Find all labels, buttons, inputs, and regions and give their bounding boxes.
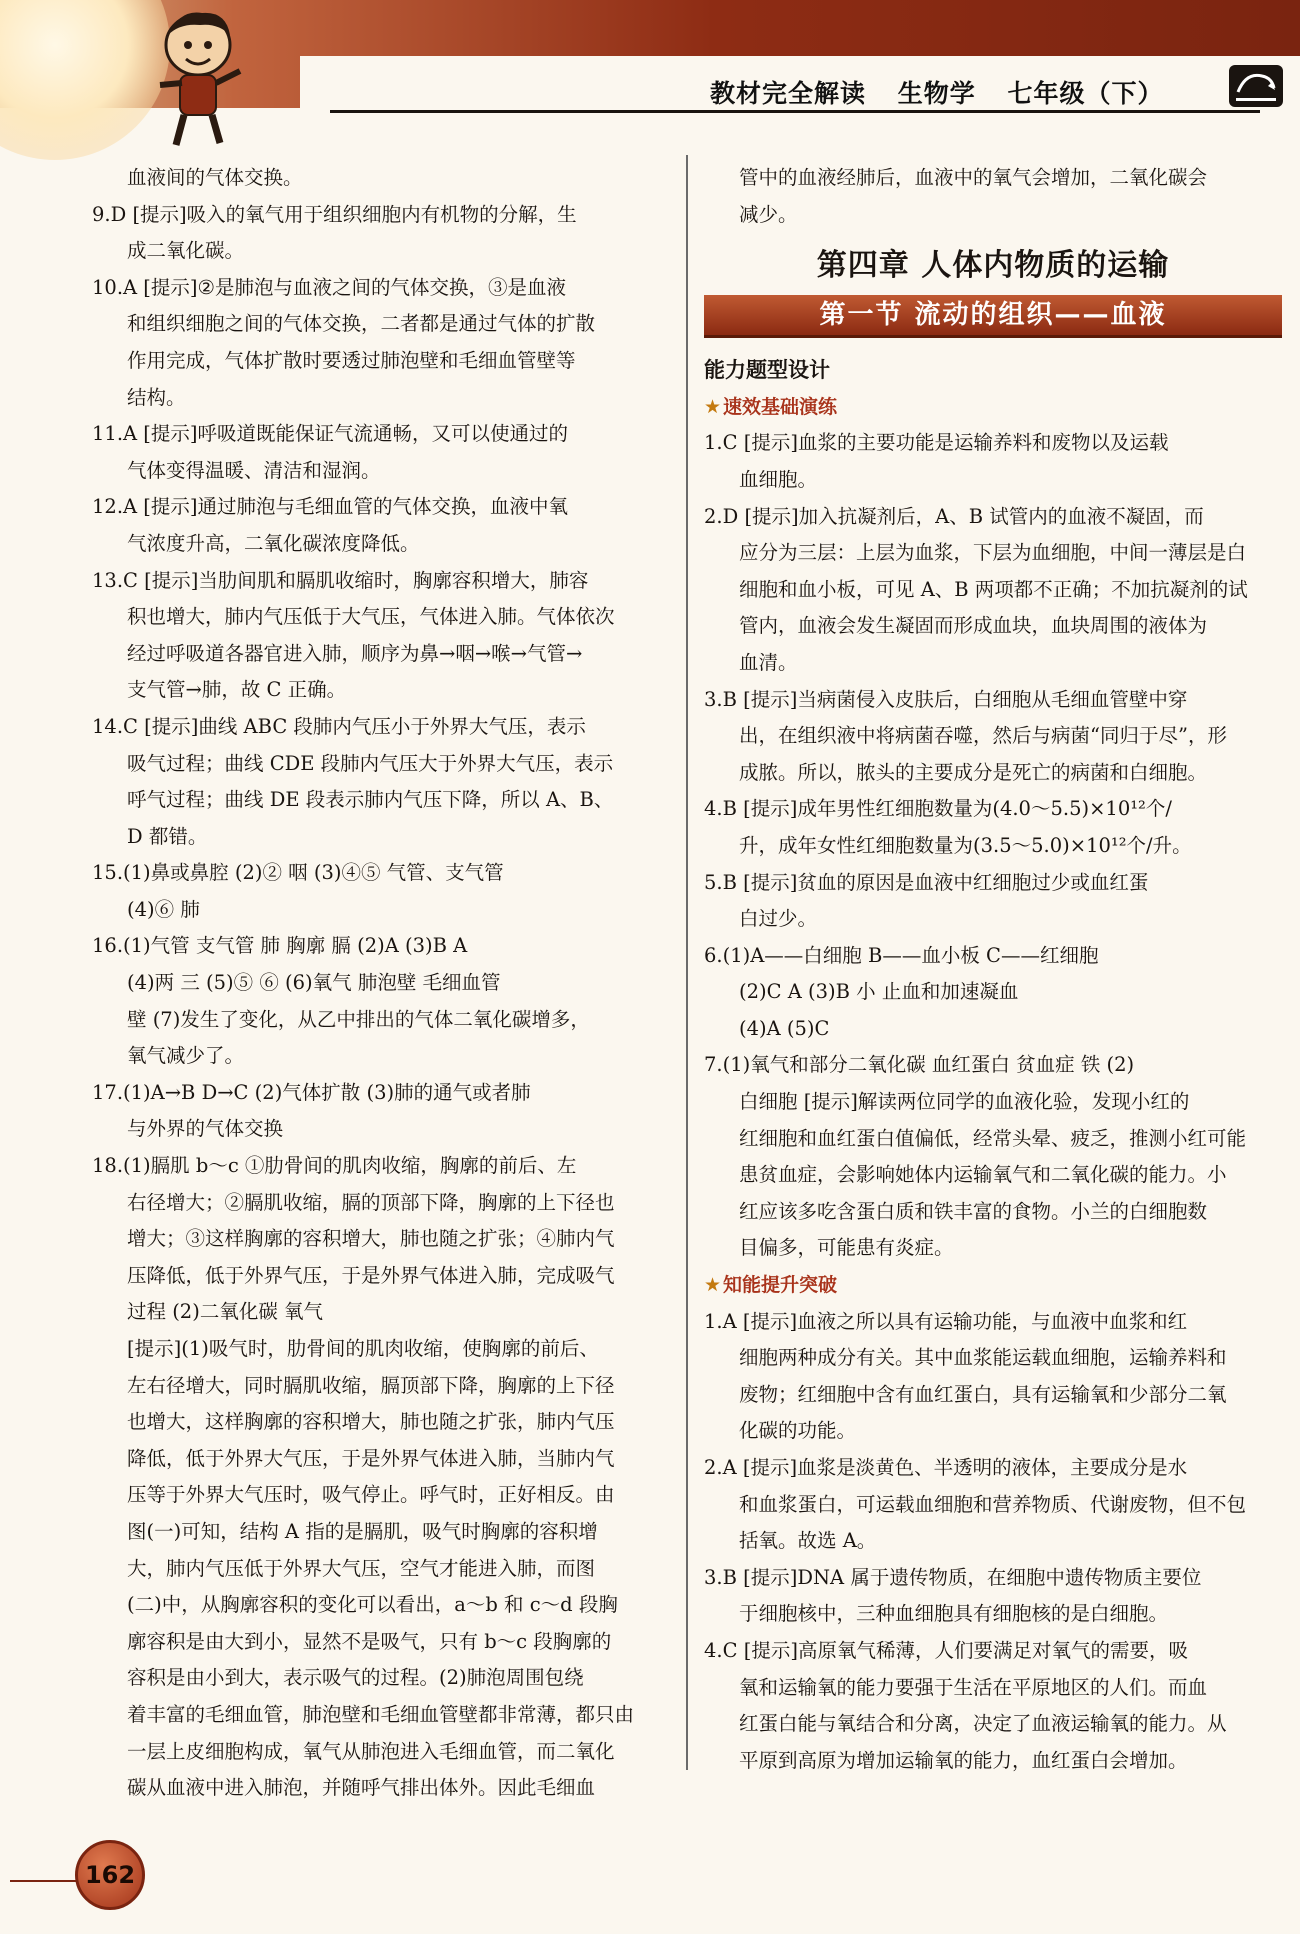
column-divider xyxy=(686,155,688,1770)
text-line: 左右径增大，同时膈肌收缩，膈顶部下降，胸廓的上下径 xyxy=(127,1373,615,1397)
chapter-title: 第四章 人体内物质的运输 xyxy=(816,248,1170,284)
text-line: 也增大，这样胸廓的容积增大，肺也随之扩张，肺内气压 xyxy=(127,1410,615,1434)
text-line: 和血浆蛋白，可运载血细胞和营养物质、代谢废物，但不包 xyxy=(739,1492,1247,1516)
text-line: 一层上皮细胞构成，氧气从肺泡进入毛细血管，而二氧化 xyxy=(127,1739,615,1763)
text-line: 经过呼吸道各器官进入肺，顺序为鼻→咽→喉→气管→ xyxy=(127,641,583,665)
text-line: (2)C A (3)B 小 止血和加速凝血 xyxy=(739,980,1019,1004)
text-line: 成脓。所以，脓头的主要成分是死亡的病菌和白细胞。 xyxy=(739,760,1208,784)
text-line: 大，肺内气压低于外界大气压，空气才能进入肺，而图 xyxy=(127,1556,596,1580)
text-line: 15.(1)鼻或鼻腔 (2)② 咽 (3)④⑤ 气管、支气管 xyxy=(92,861,504,885)
cartoon-mascot-icon xyxy=(140,5,250,155)
grade-label: 七年级（下） xyxy=(1007,79,1164,108)
text-line: 右径增大；②膈肌收缩，膈的顶部下降，胸廓的上下径也 xyxy=(127,1190,615,1214)
text-line: 白细胞 [提示]解读两位同学的血液化验，发现小红的 xyxy=(739,1090,1190,1114)
text-line: 着丰富的毛细血管，肺泡壁和毛细血管壁都非常薄，都只由 xyxy=(127,1702,635,1726)
text-line: 平原到高原为增加运输氧的能力，血红蛋白会增加。 xyxy=(739,1748,1188,1772)
text-line: 壁 (7)发生了变化，从乙中排出的气体二氧化碳增多， xyxy=(127,1007,590,1031)
text-line: 与外界的气体交换 xyxy=(127,1117,284,1141)
text-line: 5.B [提示]贫血的原因是血液中红细胞过少或血红蛋 xyxy=(704,870,1149,894)
text-line: 管内，血液会发生凝固而形成血块，血块周围的液体为 xyxy=(739,614,1208,638)
left-column xyxy=(92,160,672,1807)
basic-practice-heading xyxy=(704,389,1282,426)
section-title-bar: 第一节 流动的组织——血液 xyxy=(704,295,1282,338)
text-line: 和组织细胞之间的气体交换，二者都是通过气体的扩散 xyxy=(127,312,596,336)
text-line: 气浓度升高，二氧化碳浓度降低。 xyxy=(127,531,420,555)
text-line: 细胞两种成分有关。其中血浆能运载血细胞，运输养料和 xyxy=(739,1346,1227,1370)
basic-practice-answers xyxy=(704,425,1282,1267)
text-line: 2.D [提示]加入抗凝剂后，A、B 试管内的血液不凝固，而 xyxy=(704,504,1204,528)
text-line: 化碳的功能。 xyxy=(739,1419,857,1443)
text-line: 出，在组织液中将病菌吞噬，然后与病菌“同归于尽”，形 xyxy=(739,724,1227,748)
text-line: 管中的血液经肺后，血液中的氧气会增加，二氧化碳会 xyxy=(739,166,1208,189)
text-line: 吸气过程；曲线 CDE 段肺内气压大于外界大气压，表示 xyxy=(127,751,614,775)
text-line: (4)A (5)C xyxy=(739,1016,830,1040)
text-line: 细胞和血小板，可见 A、B 两项都不正确；不加抗凝剂的试 xyxy=(739,577,1248,601)
text-line: 1.C [提示]血浆的主要功能是运输养料和废物以及运载 xyxy=(704,431,1169,455)
text-line: 碳从血液中进入肺泡，并随呼气排出体外。因此毛细血 xyxy=(127,1776,596,1800)
text-line: 括氧。故选 A。 xyxy=(739,1529,877,1553)
text-line: 红应该多吃含蛋白质和铁丰富的食物。小兰的白细胞数 xyxy=(739,1199,1208,1223)
page-number-rule xyxy=(10,1880,80,1882)
text-line: 12.A [提示]通过肺泡与毛细血管的气体交换，血液中氧 xyxy=(92,495,569,519)
text-line: 作用完成，气体扩散时要透过肺泡壁和毛细血管壁等 xyxy=(127,348,576,372)
text-line: (二)中，从胸廓容积的变化可以看出，a～b 和 c～d 段胸 xyxy=(127,1593,618,1617)
text-line: 13.C [提示]当肋间肌和膈肌收缩时，胸廓容积增大，肺容 xyxy=(92,568,589,592)
text-line: 7.(1)氧气和部分二氧化碳 血红蛋白 贫血症 铁 (2) xyxy=(704,1053,1135,1077)
text-line: 图(一)可知，结构 A 指的是膈肌，吸气时胸廓的容积增 xyxy=(127,1519,598,1543)
text-line: 9.D [提示]吸入的氧气用于组织细胞内有机物的分解，生 xyxy=(92,202,577,226)
text-line: 1.A [提示]血液之所以具有运输功能，与血液中血浆和红 xyxy=(704,1309,1188,1333)
running-header xyxy=(710,74,1185,110)
text-line: 17.(1)A→B D→C (2)气体扩散 (3)肺的通气或者肺 xyxy=(92,1080,531,1104)
text-line: 氧气减少了。 xyxy=(127,1044,245,1068)
text-line: 支气管→肺，故 C 正确。 xyxy=(127,678,347,702)
text-line: 应分为三层：上层为血浆，下层为血细胞，中间一薄层是白 xyxy=(739,541,1247,565)
text-line: 2.A [提示]血浆是淡黄色、半透明的液体，主要成分是水 xyxy=(704,1456,1188,1479)
page-number: 162 xyxy=(75,1840,145,1910)
text-line: (4)两 三 (5)⑤ ⑥ (6)氧气 肺泡壁 毛细血管 xyxy=(127,971,501,995)
text-line: 红蛋白能与氧结合和分离，决定了血液运输氧的能力。从 xyxy=(739,1712,1227,1736)
advanced-practice-heading xyxy=(704,1267,1282,1304)
text-line: 成二氧化碳。 xyxy=(127,239,245,263)
text-line: 血清。 xyxy=(739,650,798,674)
text-line: 血细胞。 xyxy=(739,467,818,491)
advanced-heading-label: 知能提升突破 xyxy=(723,1274,838,1297)
text-line: 呼气过程；曲线 DE 段表示肺内气压下降，所以 A、B、 xyxy=(127,788,614,812)
text-line: 6.(1)A——白细胞 B——血小板 C——红细胞 xyxy=(704,943,1099,967)
text-line: 减少。 xyxy=(739,202,798,226)
text-line: 增大；③这样胸廓的容积增大，肺也随之扩张；④肺内气 xyxy=(127,1227,615,1251)
text-line: 18.(1)膈肌 b～c ①肋骨间的肌肉收缩，胸廓的前后、左 xyxy=(92,1154,577,1178)
text-line: 过程 (2)二氧化碳 氧气 xyxy=(127,1300,324,1324)
text-line: 3.B [提示]当病菌侵入皮肤后，白细胞从毛细血管壁中穿 xyxy=(704,687,1188,711)
text-line: 积也增大，肺内气压低于大气压，气体进入肺。气体依次 xyxy=(127,605,615,629)
subject-label: 生物学 xyxy=(897,79,976,108)
text-line: 升，成年女性红细胞数量为(3.5～5.0)×10¹²个/升。 xyxy=(739,833,1192,857)
text-line: 10.A [提示]②是肺泡与血液之间的气体交换，③是血液 xyxy=(92,275,566,299)
text-line: 3.B [提示]DNA 属于遗传物质，在细胞中遗传物质主要位 xyxy=(704,1565,1202,1589)
right-intro-text xyxy=(704,160,1282,233)
text-line: 容积是由小到大，表示吸气的过程。(2)肺泡周围包绕 xyxy=(127,1666,584,1690)
text-line: 于细胞核中，三种血细胞具有细胞核的是白细胞。 xyxy=(739,1602,1169,1626)
text-line: 结构。 xyxy=(127,385,186,409)
right-column xyxy=(704,160,1282,1779)
text-line: 气体变得温暖、清洁和湿润。 xyxy=(127,458,381,482)
text-line: 白过少。 xyxy=(739,907,818,931)
text-line: 降低，低于外界大气压，于是外界气体进入肺，当肺内气 xyxy=(127,1446,615,1470)
text-line: (4)⑥ 肺 xyxy=(127,897,200,921)
text-line: 压等于外界大气压时，吸气停止。呼气时，正好相反。由 xyxy=(127,1483,615,1507)
text-line: [提示](1)吸气时，肋骨间的肌肉收缩，使胸廓的前后、 xyxy=(127,1337,599,1360)
publisher-logo-icon xyxy=(1228,64,1284,108)
text-line: 压降低，低于外界气压，于是外界气体进入肺，完成吸气 xyxy=(127,1263,615,1287)
text-line: 11.A [提示]呼吸道既能保证气流通畅，又可以使通过的 xyxy=(92,422,569,446)
star-icon: ★ xyxy=(704,395,722,418)
subsection-title: 能力题型设计 xyxy=(704,358,830,383)
header-rule xyxy=(330,110,1260,113)
text-line: 目偏多，可能患有炎症。 xyxy=(739,1236,954,1260)
advanced-practice-answers xyxy=(704,1304,1282,1780)
text-line: 14.C [提示]曲线 ABC 段肺内气压小于外界大气压，表示 xyxy=(92,714,586,738)
text-line: 患贫血症，会影响她体内运输氧气和二氧化碳的能力。小 xyxy=(739,1163,1227,1187)
basic-heading-label: 速效基础演练 xyxy=(723,395,838,418)
text-line: 血液间的气体交换。 xyxy=(127,166,303,189)
book-title: 教材完全解读 xyxy=(710,79,867,108)
text-line: 4.C [提示]高原氧气稀薄，人们要满足对氧气的需要，吸 xyxy=(704,1638,1188,1662)
text-line: 4.B [提示]成年男性红细胞数量为(4.0～5.5)×10¹²个/ xyxy=(704,797,1172,821)
text-line: 废物；红细胞中含有血红蛋白，具有运输氧和少部分二氧 xyxy=(739,1382,1227,1406)
text-line: D 都错。 xyxy=(127,824,208,848)
text-line: 氧和运输氧的能力要强于生活在平原地区的人们。而血 xyxy=(739,1675,1208,1699)
star-icon: ★ xyxy=(704,1274,722,1297)
text-line: 廓容积是由大到小，显然不是吸气，只有 b～c 段胸廓的 xyxy=(127,1629,612,1653)
text-line: 红细胞和血红蛋白值偏低，经常头晕、疲乏，推测小红可能 xyxy=(739,1126,1247,1150)
text-line: 16.(1)气管 支气管 肺 胸廓 膈 (2)A (3)B A xyxy=(92,934,468,958)
